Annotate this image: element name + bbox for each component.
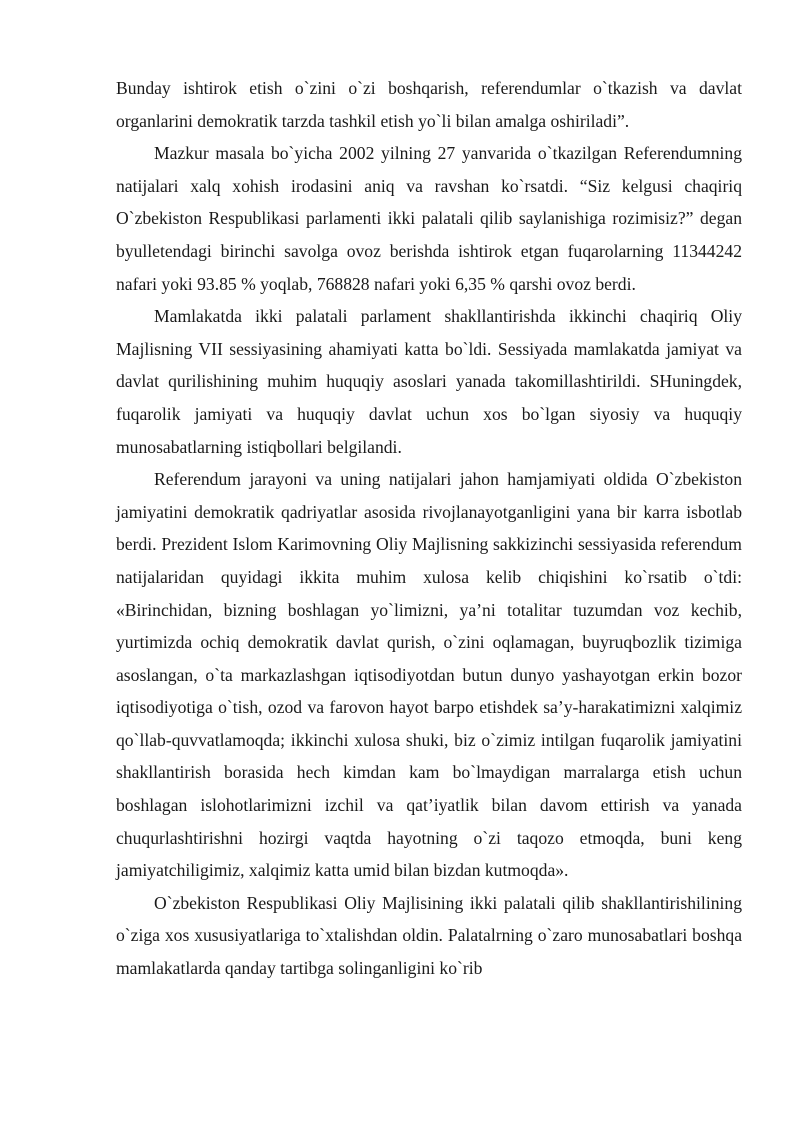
- paragraph-referendum-results: Mazkur masala bo`yicha 2002 yilning 27 yanvarida o`tkazilgan Referendumning natijalari xalq xohish irodasini aniq va ravshan ko`rsatdi. “Siz kelgusi chaqiriq O`zbekiston Respublikasi parlamenti ikki palatali qilib saylanishiga rozimisiz?” degan byulletendagi birinchi savolga ovoz berishda ishtirok etgan fuqarolarning 11344242 nafari yoki 93.85 % yoqlab, 768828 nafari yoki 6,35 % qarshi ovoz berdi.: [116, 143, 742, 294]
- paragraph-seventh-session: Mamlakatda ikki palatali parlament shakllantirishda ikkinchi chaqiriq Oliy Majlisning VII sessiyasining ahamiyati katta bo`ldi. Sessiyada mamlakatda jamiyat va davlat qurilishining muhim huquqiy asoslari yanada takomillashtirildi. SHuningdek, fuqarolik jamiyati va huquqiy davlat uchun xos bo`lgan siyosiy va huquqiy munosabatlarning istiqbollari belgilandi.: [116, 306, 742, 457]
- paragraph-president-quote: Referendum jarayoni va uning natijalari jahon hamjamiyati oldida O`zbekiston jamiyatini demokratik qadriyatlar asosida rivojlanayotganligini yana bir karra isbotlab berdi. Prezident Islom Karimovning Oliy Majlisning sakkizinchi sessiyasida referendum natijalaridan quyidagi ikkita muhim xulosa kelib chiqishini ko`rsatib o`tdi: «Birinchidan, bizning boshlagan yo`limizni, ya’ni totalitar tuzumdan voz kechib, yurtimizda ochiq demokratik davlat qurish, o`zini oqlamagan, buyruqbozlik tizimiga asoslangan, o`ta markazlashgan iqtisodiyotdan butun dunyo yashayotgan erkin bozor iqtisodiyotiga o`tish, ozod va farovon hayot barpo etishdek sa’y-harakatimizni xalqimiz qo`llab-quvvatlamoqda; ikkinchi xulosa shuki, biz o`zimiz intilgan fuqarolik jamiyatini shakllantirish borasida hech kimdan kam bo`lmaydigan marralarga etish uchun boshlagan islohotlarimizni izchil va qat’iyatlik bilan davom ettirish va yanada chuqurlashtirishni hozirgi vaqtda hayotning o`zi taqozo etmoqda, buni keng jamiyatchiligimiz, xalqimiz katta umid bilan bizdan kutmoqda».: [116, 469, 742, 881]
- document-body: [116, 72, 742, 985]
- paragraph-bicameral-features: O`zbekiston Respublikasi Oliy Majlisining ikki palatali qilib shakllantirishilining o`ziga xos xususiyatlariga to`xtalishdan oldin. Palatalrning o`zaro munosabatlari boshqa mamlakatlarda qanday tartibga solinganligini ko`rib: [116, 892, 742, 979]
- paragraph-continuation: Bunday ishtirok etish o`zini o`zi boshqarish, referendumlar o`tkazish va davlat organlarini demokratik tarzda tashkil etish yo`li bilan amalga oshiriladi”.: [116, 78, 742, 131]
